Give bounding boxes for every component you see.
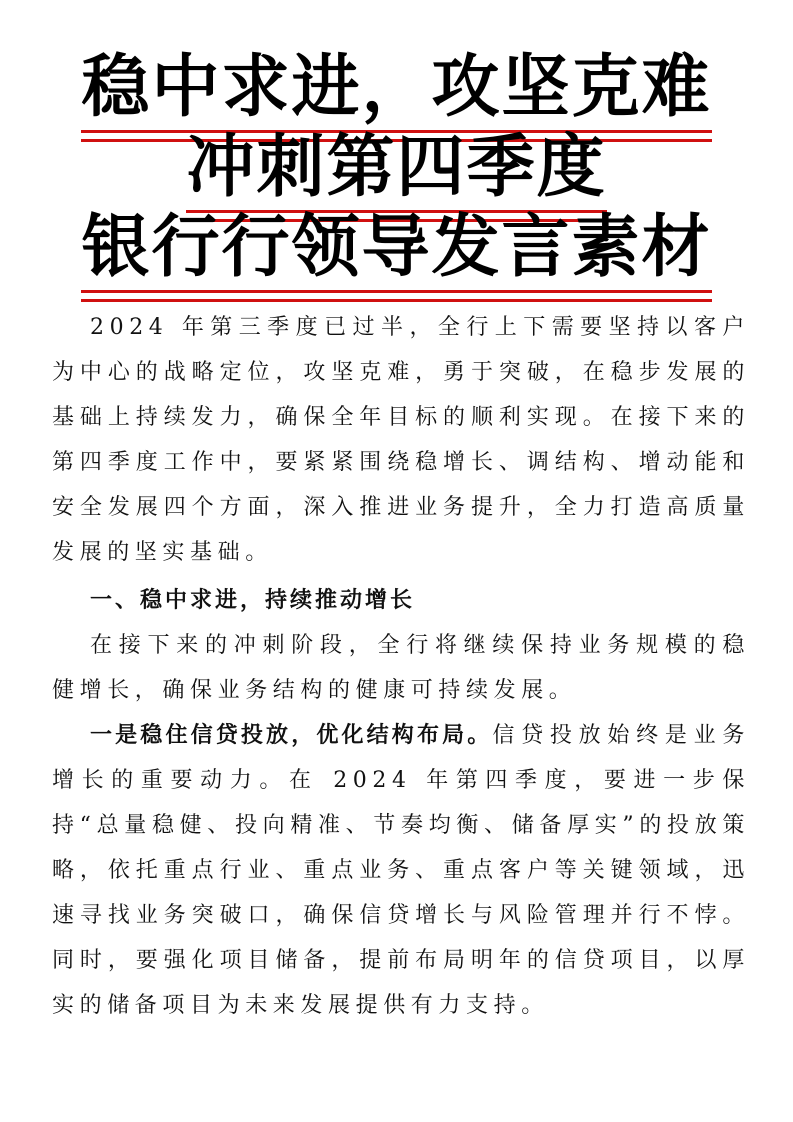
point-lead: 一是稳住信贷投放，优化结构布局。 xyxy=(90,723,493,748)
point-paragraph xyxy=(52,713,750,1028)
section-heading: 一、稳中求进，持续推动增长 xyxy=(90,588,416,613)
title-line-1 xyxy=(0,50,793,133)
title-line-2 xyxy=(0,130,793,213)
document-body xyxy=(52,305,750,1028)
section-intro-paragraph: 在接下来的冲刺阶段，全行将继续保持业务规模的稳健增长，确保业务结构的健康可持续发展。 xyxy=(52,633,750,703)
title-line-3 xyxy=(0,210,793,293)
title-text-3: 银行行领导发言素材 xyxy=(81,210,711,293)
intro-paragraph: 2024 年第三季度已过半，全行上下需要坚持以客户为中心的战略定位，攻坚克难，勇于突破，在稳步发展的基础上持续发力，确保全年目标的顺利实现。在接下来的第四季度工作中，要紧紧围绕稳增长、调结构、增动能和安全发展四个方面，深入推进业务提升，全力打造高质量发展的坚实基础。 xyxy=(52,315,750,565)
title-text-1: 稳中求进，攻坚克难 xyxy=(81,50,711,133)
point-body: 信贷投放始终是业务增长的重要动力。在 2024 年第四季度，要进一步保持“总量稳健、投向精准、节奏均衡、储备厚实”的投放策略，依托重点行业、重点业务、重点客户等关键领域，迅速寻找业务突破口，确保信贷增长与风险管理并行不悖。同时，要强化项目储备，提前布局明年的信贷项目，以厚实的储备项目为未来发展提供有力支持。 xyxy=(52,723,750,1018)
title-text-2: 冲刺第四季度 xyxy=(186,130,606,213)
